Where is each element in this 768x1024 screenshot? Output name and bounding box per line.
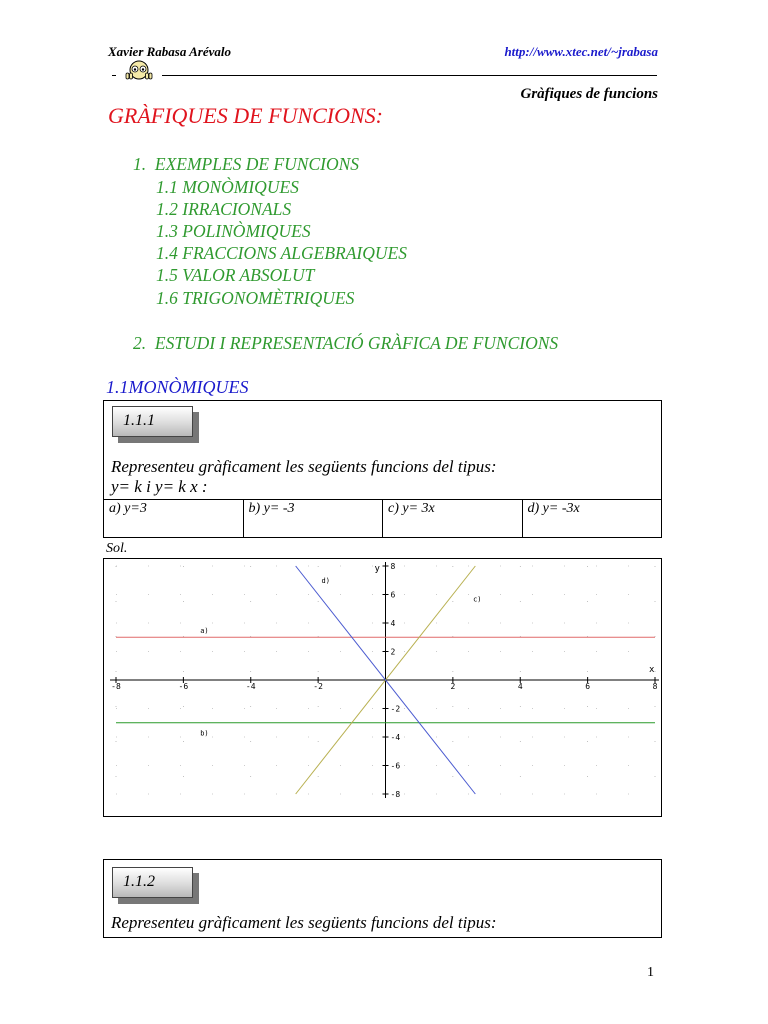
toc-item: 1.1 MONÒMIQUES (156, 177, 299, 197)
page-title: GRÀFIQUES DE FUNCIONS: (108, 103, 383, 128)
options-table (103, 499, 662, 538)
x-tick-label: 4 (517, 682, 523, 691)
page-number: 1 (647, 965, 654, 980)
y-tick-label: 8 (390, 562, 396, 571)
option-c: c) y= 3x (383, 499, 523, 537)
exercise-prompt: Representeu gràficament les següents funcions del tipus: (111, 913, 497, 932)
toc-item: 1. EXEMPLES DE FUNCIONS (133, 154, 360, 174)
x-tick-label: -6 (178, 682, 189, 691)
peeking-face-icon (116, 60, 162, 86)
exercise-box (103, 400, 662, 500)
solution-label: Sol. (106, 541, 128, 556)
y-axis-name: y (374, 564, 380, 574)
exercise-number: 1.1.2 (123, 873, 155, 890)
exercise-number: 1.1.1 (123, 412, 155, 429)
y-tick-label: 4 (390, 619, 396, 628)
exercise-function-types: y= k i y= k x : (111, 477, 208, 496)
running-title: Gràfiques de funcions (520, 86, 658, 102)
exercise-box (103, 859, 662, 938)
toc-item: 1.6 TRIGONOMÈTRIQUES (156, 288, 355, 308)
y-tick-label: 6 (390, 590, 396, 600)
x-tick-label: -8 (111, 682, 121, 691)
exercise-prompt: Representeu gràficament les següents funcions del tipus: (111, 457, 497, 476)
header-rule (112, 75, 657, 76)
y-tick-label: -4 (390, 733, 401, 742)
author-website-link[interactable]: http://www.xtec.net/~jrabasa (504, 44, 658, 59)
exercise-label-tab (112, 867, 193, 898)
graph-canvas (104, 559, 661, 816)
x-tick-label: 2 (450, 682, 456, 691)
option-a: a) y=3 (104, 499, 244, 537)
x-tick-label: 6 (585, 682, 591, 691)
toc-item: 1.4 FRACCIONS ALGEBRAIQUES (156, 243, 407, 263)
option-d: d) y= -3x (527, 501, 580, 516)
y-tick-label: -6 (390, 761, 401, 771)
y-tick-label: 2 (390, 647, 396, 657)
x-tick-label: 8 (652, 682, 658, 691)
y-tick-label: -2 (390, 704, 401, 714)
series-label: b) (200, 729, 209, 738)
series-label: d) (321, 577, 330, 586)
section-heading: 1.1MONÒMIQUES (106, 377, 249, 397)
x-axis-name: x (649, 665, 655, 675)
option-b: b) y= -3 (244, 499, 384, 537)
author-name: Xavier Rabasa Arévalo (108, 44, 232, 59)
toc-item: 1.2 IRRACIONALS (156, 199, 292, 219)
exercise-label-tab (112, 406, 193, 437)
series-label: c) (473, 595, 482, 604)
toc-item: 1.5 VALOR ABSOLUT (156, 265, 315, 285)
series-label: a) (200, 626, 209, 635)
y-tick-label: -8 (390, 790, 401, 799)
x-tick-label: -4 (245, 682, 256, 691)
toc-item: 2. ESTUDI I REPRESENTACIÓ GRÀFICA DE FUNCIONS (133, 333, 559, 353)
toc-item: 1.3 POLINÒMIQUES (156, 221, 311, 241)
x-tick-label: -2 (313, 682, 323, 691)
solution-graph (103, 558, 662, 817)
